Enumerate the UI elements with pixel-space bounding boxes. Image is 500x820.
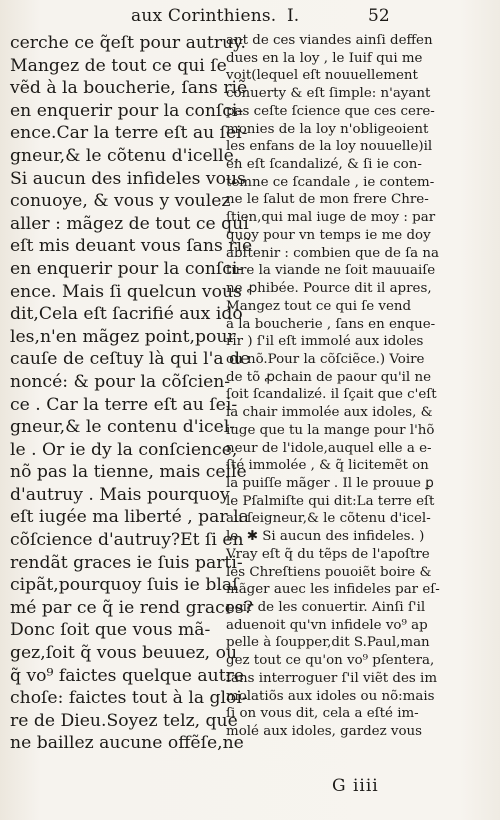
text-line: nõ pas la tienne, mais celle: [10, 462, 247, 483]
running-head-chapter: I.: [287, 6, 300, 26]
text-line: eſt mis deuant vous ſans riẽ: [10, 236, 253, 257]
text-line: cerche ce q̃eſt pour autruy.: [10, 33, 247, 53]
commentary-line: la chair immolée aux idoles, &: [226, 405, 433, 421]
commentary-line: les Chreſtiens pouoiẽt boire &: [226, 564, 432, 580]
text-line: re de Dieu.Soyez telz, que: [10, 710, 238, 731]
text-line: ence. Mais ſi quelcun vous: [10, 281, 242, 302]
text-line: Donc ſoit que vous mã-: [10, 620, 211, 641]
commentary-line: temne ce ſcandale , ie contem-: [226, 174, 435, 190]
text-line: ce . Car la terre eſt au ſei-: [10, 394, 238, 415]
commentary-line: voit(lequel eſt nouuellement: [226, 68, 418, 84]
commentary-line: pas ceſte ſcience que ces cere-: [226, 103, 435, 119]
commentary-line: de tõ ꝓchain de paour qu'il ne: [226, 369, 431, 385]
text-line: gez,ſoit q̃ vous beuuez, ou: [10, 643, 238, 664]
text-line: choſe: faictes tout à la gloi-: [10, 688, 248, 709]
text-line: le . Or ie dy la conſcience,: [10, 439, 238, 460]
text-line: dit,Cela eſt ſacrifié aux ido: [10, 304, 243, 325]
commentary-line: mãger auec les infideles par eſ-: [226, 582, 440, 598]
text-line: Mangez de tout ce qui ſe: [10, 55, 227, 76]
commentary-line: monies de la loy n'obligeoient: [226, 121, 429, 137]
commentary-line: molé aux idoles, gardez vous: [226, 724, 423, 740]
commentary-line: ſté immolée , & q̃ licitemẽt on: [226, 458, 429, 474]
text-line: rendãt graces ie ſuis parti-: [10, 552, 243, 573]
text-line: ence.Car la terre eſt au ſei-: [10, 123, 248, 144]
commentary-column: [226, 32, 440, 741]
commentary-line: ture la viande ne ſoit mauuaiſe: [226, 263, 436, 279]
commentary-line: le Pſalmiſte qui dit:La terre eſt: [226, 493, 435, 509]
text-line: aller : mãgez de tout ce qui: [10, 213, 249, 234]
commentary-line: iuge que tu la mange pour l'hõ: [226, 422, 435, 438]
commentary-line: quoy pour vn temps ie me doy: [226, 227, 431, 243]
commentary-line: Vray eſt q̃ du tẽps de l'apoſtre: [226, 546, 430, 562]
commentary-line: dues en la loy , le Iuif qui me: [226, 50, 423, 66]
text-line: Si aucun des infideles vous: [10, 168, 246, 189]
commentary-line: la puiſſe mãger . Il le prouue ꝑ: [226, 475, 434, 491]
commentary-line: conuerty & eſt ſimple: n'ayant: [226, 86, 431, 102]
commentary-line: ant de ces viandes ainſi deffen: [226, 33, 433, 48]
commentary-line: ſi on vous dit, cela a eſté im-: [226, 706, 419, 722]
commentary-line: gez tout ce qu'on vo⁹ pſentera,: [226, 653, 435, 669]
text-line: gneur,& le cõtenu d'icelle.: [10, 145, 240, 166]
text-line: q̃ vo⁹ faictes quelque autre: [10, 665, 245, 686]
commentary-line: ſoit ſcandalizé. il ſçait que c'eſt: [226, 387, 437, 403]
text-line: cõſcience d'autruy?Et ſi en: [10, 530, 244, 551]
commentary-line: au ſeigneur,& le cõtenu d'icel-: [226, 511, 431, 527]
text-line: d'autruy . Mais pourquoy: [10, 484, 230, 505]
running-head-title: aux Corinthiens.: [131, 6, 277, 26]
commentary-line: ſtien,qui mal iuge de moy : par: [226, 210, 436, 226]
commentary-line: en eſt ſcandalizé, & ſi ie con-: [226, 157, 422, 173]
commentary-line: pelle à ſoupper,dit S.Paul,man: [226, 635, 430, 651]
main-text-column: [10, 32, 253, 755]
commentary-line: molatiõs aux idoles ou nõ:mais: [226, 688, 435, 704]
commentary-line: le. ✱ Si aucun des infideles. ): [226, 529, 425, 545]
signature-mark: G iiii: [332, 776, 379, 796]
commentary-line: à la boucherie , ſans en enque-: [226, 316, 436, 332]
commentary-line: ne le ſalut de mon frere Chre-: [226, 192, 429, 208]
commentary-line: rir ) ſ'il eſt immolé aux idoles: [226, 334, 424, 350]
commentary-line: ou nõ.Pour la cõſciẽce.) Voire: [226, 351, 425, 367]
commentary-line: aduenoit qu'vn infidele vo⁹ ap: [226, 617, 428, 633]
text-line: cauſe de ceſtuy là qui l'a de: [10, 349, 251, 370]
commentary-line: poir de les conuertir. Ainſi ſ'il: [226, 600, 426, 615]
text-line: gneur,& le contenu d'icel-: [10, 417, 236, 438]
commentary-line: Mangez tout ce qui ſe vend: [226, 298, 412, 314]
text-line: en enquerir pour la conſci-: [10, 100, 244, 121]
text-line: eſt iugée ma liberté , par la: [10, 507, 249, 528]
text-line: noncé: & pour la cõſcien-: [10, 371, 231, 392]
folio-number: 52: [368, 6, 390, 26]
text-line: cipãt,pourquoy ſuis ie blaſ: [10, 575, 239, 596]
text-line: en enquerir pour la conſci-: [10, 258, 244, 279]
commentary-line: ne ꝓhibée. Pource dit il apres,: [226, 281, 432, 297]
text-line: conuoye, & vous y voulez: [10, 191, 231, 212]
commentary-line: les enfans de la loy nouuelle)il: [226, 139, 433, 155]
running-head: [0, 2, 500, 28]
text-line: vẽd à la boucherie, ſans riẽ: [10, 78, 248, 99]
commentary-line: ſans interroguer ſ'il viẽt des im: [226, 670, 438, 686]
text-line: mé par ce q̃ ie rend graces?: [10, 597, 253, 618]
text-line: ne baillez aucune offẽſe,ne: [10, 733, 244, 754]
commentary-line: abſtenir : combien que de ſa na: [226, 245, 440, 261]
commentary-line: neur de l'idole,auquel elle a e-: [226, 440, 432, 456]
text-line: les,n'en mãgez point,pour: [10, 326, 236, 347]
